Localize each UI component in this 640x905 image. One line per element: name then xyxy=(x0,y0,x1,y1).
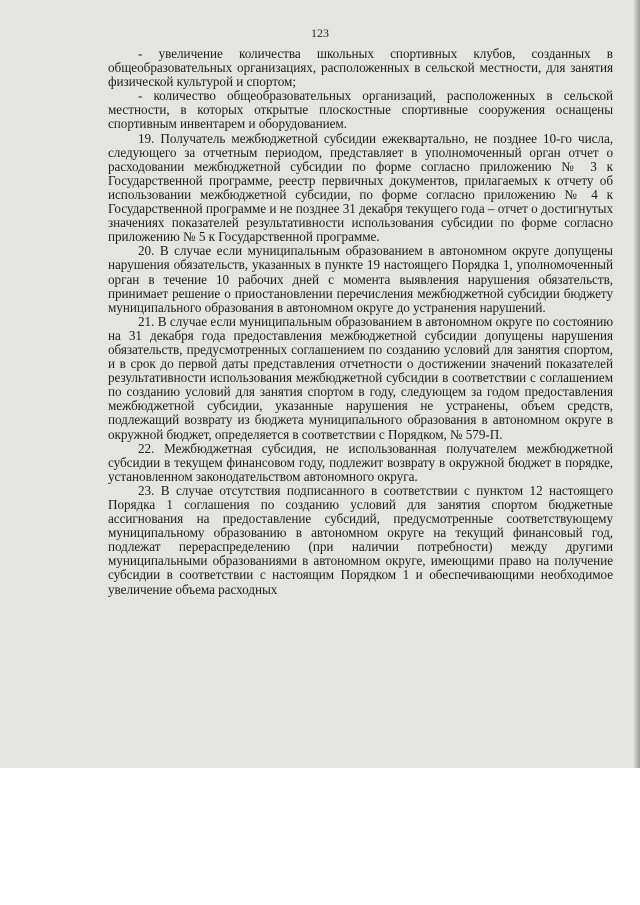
scan-edge-shadow xyxy=(634,0,640,768)
paragraph-20: 20. В случае если муниципальным образованием в автономном округе допущены нарушения обязательств, указанных в пункте 19 настоящего Порядка 1, уполномоченный орган в течение 10 рабочих дней с момента выявления нарушения обязательств, принимает решение о приостановлении перечисления межбюджетной субсидии бюджету муниципального образования в автономном округе до устранения нарушений. xyxy=(108,243,613,315)
blank-bottom-area xyxy=(0,768,640,905)
paragraph-22: 22. Межбюджетная субсидия, не использованная получателем межбюджетной субсидии в текущем финансовом году, подлежит возврату в окружной бюджет в порядке, установленном законодательством автономного округа. xyxy=(108,440,613,484)
paragraph-23: 23. В случае отсутствия подписанного в соответствии с пунктом 12 настоящего Порядка 1 соглашения по созданию условий для занятия спортом бюджетные ассигнования на предоставление субсидий, предусмотренные соответствующему муниципальному образованию в автономном округе на текущий финансовый год, подлежат перераспределению (при наличии потребности) между другими муниципальными образованиями в автономном округе, имеющими право на получение субсидии в соответствии с настоящим Порядком 1 и обеспечивающими необходимое увеличение объема расходных xyxy=(108,482,613,597)
paragraph-19: 19. Получатель межбюджетной субсидии ежеквартально, не позднее 10-го числа, следующего за отчетным периодом, представляет в уполномоченный орган отчет о расходовании межбюджетной субсидии по форме согласно приложению № 3 к Государственной программе, реестр первичных документов, прилагаемых к отчету об использовании межбюджетной субсидии, по форме согласно приложению № 4 к Государственной программе и не позднее 31 декабря текущего года – отчет о достигнутых значениях показателей результативности использования субсидии по форме согласно приложению № 5 к Государственной программе. xyxy=(108,130,613,245)
page-number: 123 xyxy=(311,26,329,40)
paragraph-bullet-organizations: - количество общеобразовательных организаций, расположенных в сельской местности, в которых открытые плоскостные спортивные сооружения оснащены спортивным инвентарем и оборудованием. xyxy=(108,88,613,132)
paragraph-bullet-clubs: - увеличение количества школьных спортивных клубов, созданных в общеобразовательных организациях, расположенных в сельской местности, для занятия физической культурой и спортом; xyxy=(108,46,613,90)
document-body xyxy=(108,47,613,597)
paragraph-21: 21. В случае если муниципальным образованием в автономном округе по состоянию на 31 декабря года предоставления межбюджетной субсидии допущены нарушения обязательств, предусмотренных соглашением по созданию условий для занятия спортом, и в срок до первой даты представления отчетности о достижении значений показателей результативности использования межбюджетной субсидии в соответствии с соглашением по созданию условий для занятия спортом в году, следующем за годом предоставления межбюджетной субсидии, указанные нарушения не устранены, объем средств, подлежащий возврату из бюджета муниципального образования в автономном округе в окружной бюджет, определяется в соответствии с Порядком, № 579-П. xyxy=(108,313,613,442)
